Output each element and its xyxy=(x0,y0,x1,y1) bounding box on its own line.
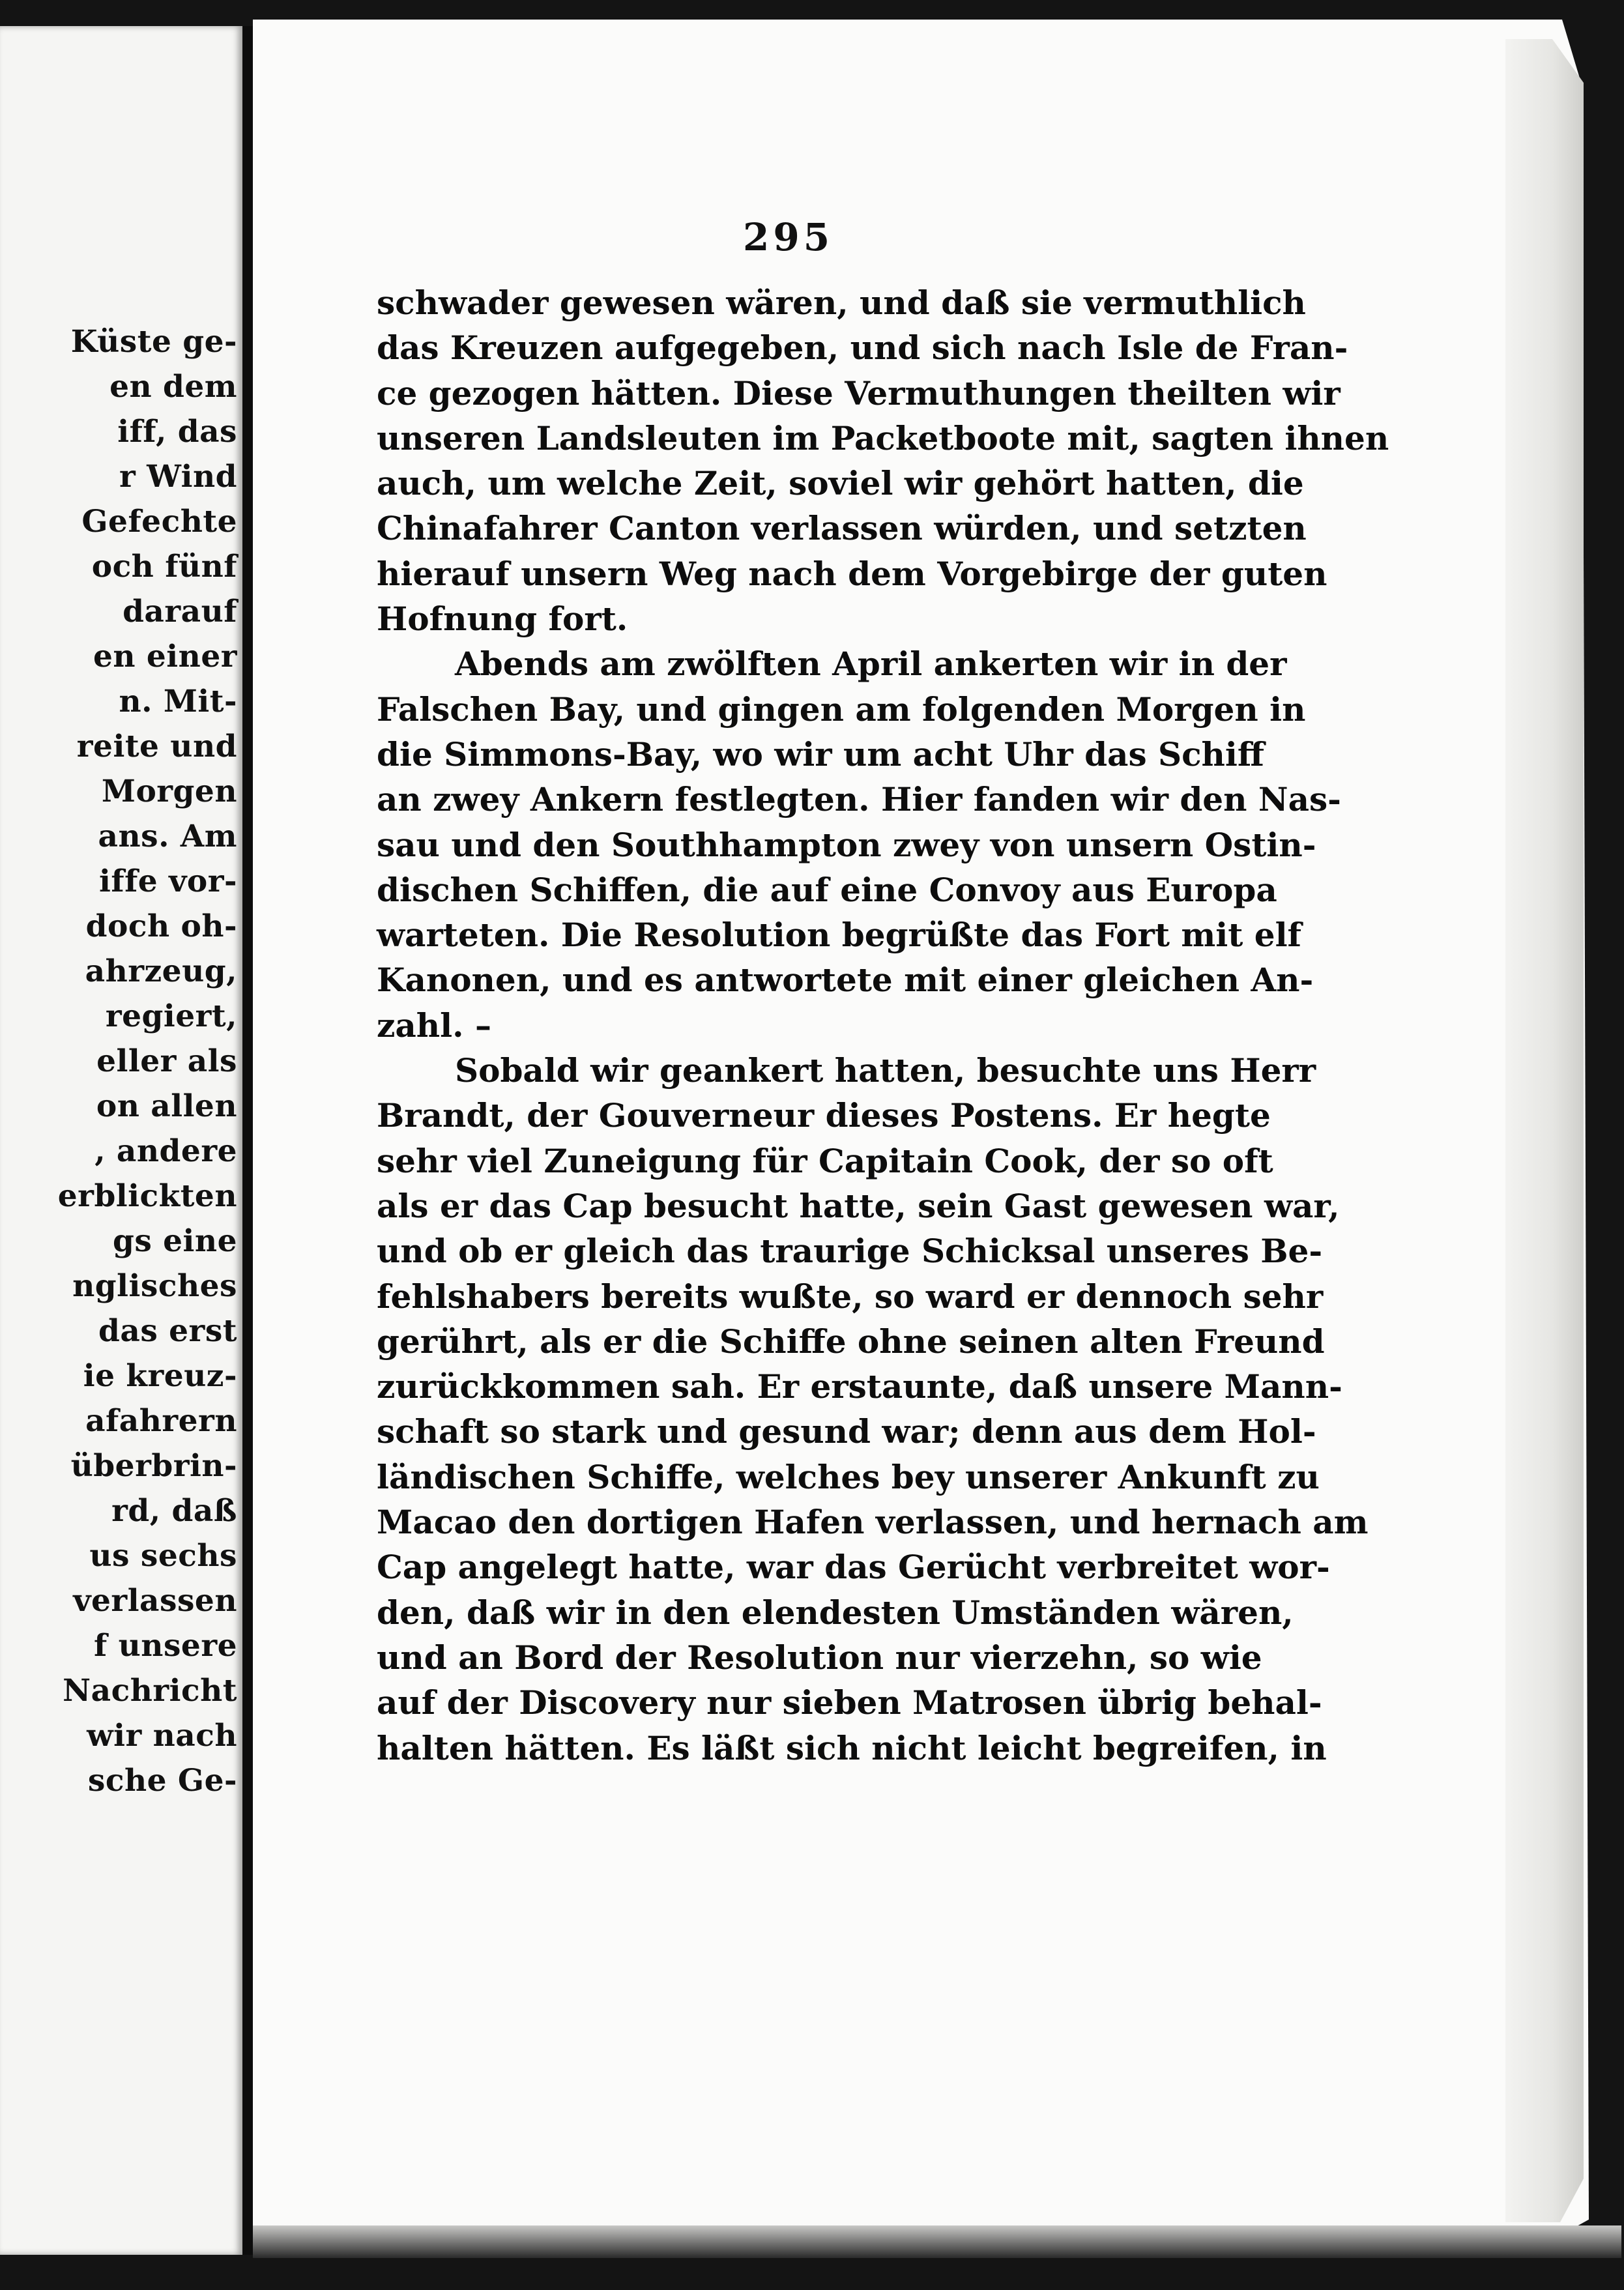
text-line: hierauf unsern Weg nach dem Vorgebirge der guten xyxy=(377,554,1327,593)
left-line: , andere xyxy=(94,1133,237,1169)
left-line: Nachricht xyxy=(63,1673,237,1709)
left-line: afahrern xyxy=(85,1403,237,1439)
text-line: Cap angelegt hatte, war das Gerücht verbreitet wor- xyxy=(377,1548,1330,1587)
text-line: den, daß wir in den elendesten Umständen wären, xyxy=(377,1593,1294,1632)
left-line: erblickten xyxy=(57,1178,237,1214)
left-line: reite und xyxy=(76,729,237,764)
left-line: sche Ge- xyxy=(87,1763,237,1799)
left-line: en einer xyxy=(93,639,237,674)
text-line: fehlshabers bereits wußte, so ward er dennoch sehr xyxy=(377,1277,1324,1316)
text-line: die Simmons-Bay, wo wir um acht Uhr das Schiff xyxy=(377,734,1264,774)
left-line: Küste ge- xyxy=(70,324,237,360)
left-line: och fünf xyxy=(91,549,237,585)
text-line: sehr viel Zuneigung für Capitain Cook, der so oft xyxy=(377,1141,1273,1180)
left-line: gs eine xyxy=(112,1223,237,1259)
left-line: wir nach xyxy=(87,1718,237,1754)
left-line: überbrin- xyxy=(70,1448,237,1484)
text-line: ce gezogen hätten. Diese Vermuthungen theilten wir xyxy=(377,373,1341,413)
left-line: us sechs xyxy=(89,1538,237,1574)
left-line: ie kreuz- xyxy=(83,1358,237,1394)
text-line: an zwey Ankern festlegten. Hier fanden wir den Nas- xyxy=(377,780,1341,819)
text-line: Falschen Bay, und gingen am folgenden Morgen in xyxy=(377,689,1306,729)
text-line: auf der Discovery nur sieben Matrosen übrig behal- xyxy=(377,1683,1322,1722)
left-line: Gefechte xyxy=(81,504,237,540)
left-line: darauf xyxy=(123,594,237,630)
text-line: und an Bord der Resolution nur vierzehn, so wie xyxy=(377,1638,1262,1677)
left-page xyxy=(0,26,242,2255)
left-line: Morgen xyxy=(101,774,237,809)
left-line: eller als xyxy=(96,1043,237,1079)
left-line: n. Mit- xyxy=(119,684,237,719)
left-line: f unsere xyxy=(94,1628,237,1664)
left-line: regiert, xyxy=(105,998,237,1034)
right-page-text xyxy=(377,280,1389,1771)
left-line: doch oh- xyxy=(85,908,237,944)
left-line: ahrzeug, xyxy=(85,953,237,989)
left-line: ans. Am xyxy=(98,819,237,854)
text-line: zurückkommen sah. Er erstaunte, daß unsere Mann- xyxy=(377,1367,1342,1406)
left-line: verlassen xyxy=(73,1583,237,1619)
left-line: on allen xyxy=(96,1088,237,1124)
text-line: Brandt, der Gouverneur dieses Postens. Er hegte xyxy=(377,1096,1271,1135)
text-line: schaft so stark und gesund war; denn aus dem Hol- xyxy=(377,1412,1316,1451)
left-line: das erst xyxy=(98,1313,237,1349)
left-line: rd, daß xyxy=(111,1493,237,1529)
text-line: auch, um welche Zeit, soviel wir gehört hatten, die xyxy=(377,464,1304,503)
text-line: schwader gewesen wären, und daß sie vermuthlich xyxy=(377,283,1306,322)
text-line: ländischen Schiffe, welches bey unserer Ankunft zu xyxy=(377,1457,1320,1496)
text-line: halten hätten. Es läßt sich nicht leicht begreifen, in xyxy=(377,1728,1327,1767)
text-line: Hofnung fort. xyxy=(377,600,628,639)
text-line: Chinafahrer Canton verlassen würden, und setzten xyxy=(377,509,1307,548)
text-line: Macao den dortigen Hafen verlassen, und hernach am xyxy=(377,1503,1369,1542)
page-number: 295 xyxy=(743,215,834,259)
text-line: unseren Landsleuten im Packetboote mit, sagten ihnen xyxy=(377,418,1389,457)
left-line: en dem xyxy=(109,369,237,405)
page-bottom-shadow xyxy=(253,2225,1621,2258)
left-line: r Wind xyxy=(119,459,237,495)
page-edge xyxy=(1505,39,1584,2222)
text-line: gerührt, als er die Schiffe ohne seinen alten Freund xyxy=(377,1322,1325,1361)
left-page-text xyxy=(3,319,237,1803)
left-line: iffe vor- xyxy=(99,863,237,899)
text-line: Abends am zwölften April ankerten wir in der xyxy=(455,645,1287,684)
text-line: als er das Cap besucht hatte, sein Gast gewesen war, xyxy=(377,1186,1340,1225)
text-line: sau und den Southhampton zwey von unsern Ostin- xyxy=(377,825,1316,864)
left-line: nglisches xyxy=(72,1268,237,1304)
text-line: Kanonen, und es antwortete mit einer gleichen An- xyxy=(377,961,1314,1000)
text-line: das Kreuzen aufgegeben, und sich nach Isle de Fran- xyxy=(377,328,1348,368)
text-line: dischen Schiffen, die auf eine Convoy aus Europa xyxy=(377,870,1277,909)
text-line: warteten. Die Resolution begrüßte das Fort mit elf xyxy=(377,916,1302,955)
text-line: zahl. – xyxy=(377,1006,491,1045)
left-line: iff, das xyxy=(117,414,237,450)
text-line: und ob er gleich das traurige Schicksal unseres Be- xyxy=(377,1232,1323,1271)
book-gutter xyxy=(242,26,253,2255)
text-line: Sobald wir geankert hatten, besuchte uns Herr xyxy=(455,1051,1316,1090)
